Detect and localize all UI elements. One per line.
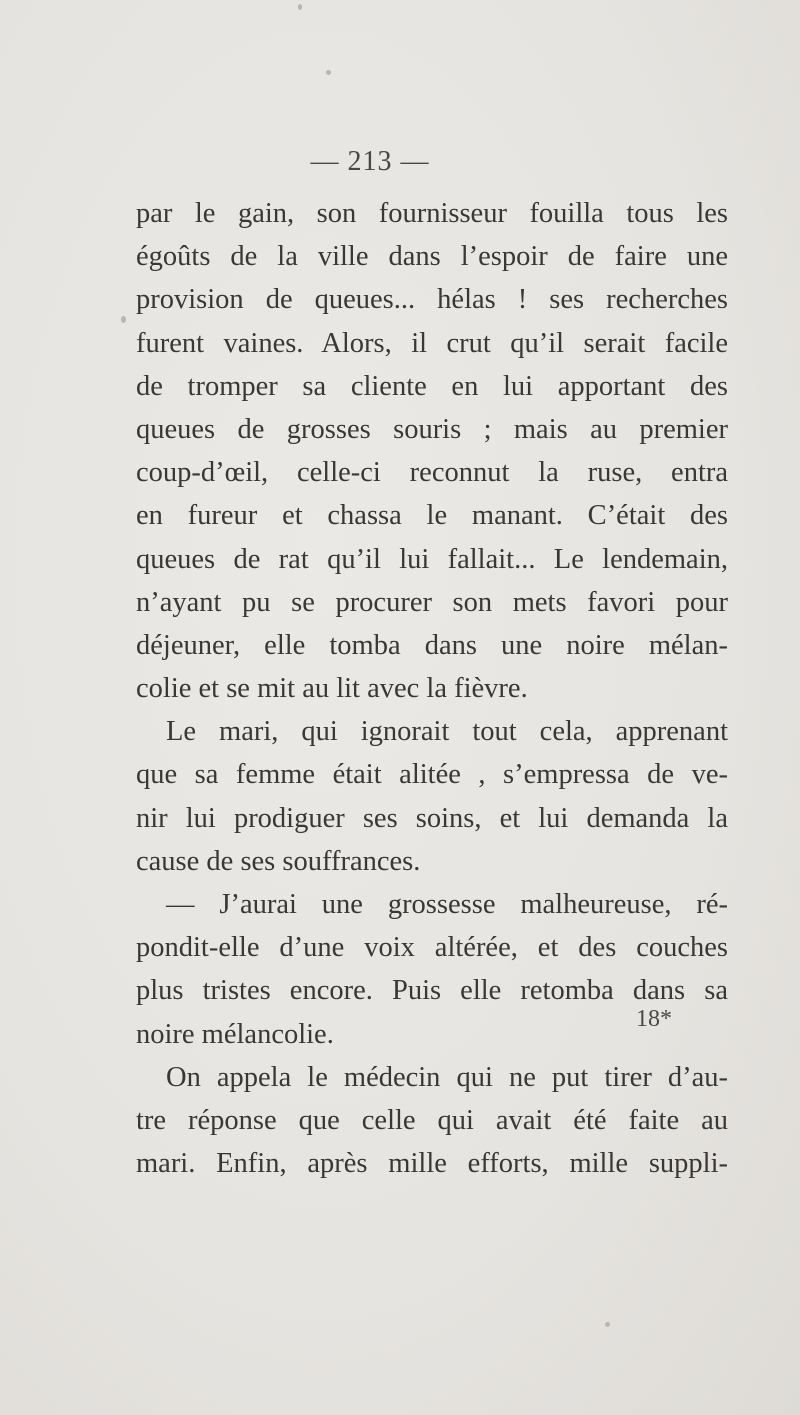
text-line: n’ayant pu se procurer son mets favori pour (136, 586, 728, 618)
text-line: furent vaines. Alors, il crut qu’il serait facile (136, 327, 728, 359)
paper-speck (298, 4, 302, 10)
text-line: colie et se mit au lit avec la fièvre. (136, 673, 528, 705)
text-line: en fureur et chassa le manant. C’était des (136, 500, 728, 532)
text-line: égoûts de la ville dans l’espoir de faire une (136, 241, 728, 273)
text-line: cause de ses souffrances. (136, 845, 421, 877)
text-line: On appela le médecin qui ne put tirer d’au- (166, 1061, 728, 1093)
text-line: noire mélancolie. (136, 1018, 334, 1050)
text-line: de tromper sa cliente en lui apportant des (136, 370, 728, 402)
paper-speck (326, 70, 331, 75)
text-line: mari. Enfin, après mille efforts, mille suppli- (136, 1148, 728, 1180)
paper-speck (605, 1322, 610, 1327)
text-line: coup-d’œil, celle-ci reconnut la ruse, entra (136, 457, 728, 489)
body-text (136, 192, 728, 1185)
text-line: déjeuner, elle tomba dans une noire mélan- (136, 629, 728, 661)
text-line: queues de rat qu’il lui fallait... Le lendemain, (136, 543, 728, 575)
text-line: — J’aurai une grossesse malheureuse, ré- (166, 889, 728, 920)
text-line: par le gain, son fournisseur fouilla tous les (136, 198, 728, 229)
text-line: que sa femme était alitée , s’empressa de ve- (136, 759, 728, 791)
page-number: — 213 — (310, 146, 430, 177)
text-line: Le mari, qui ignorait tout cela, apprenant (166, 716, 728, 748)
text-line: provision de queues... hélas ! ses recherches (136, 284, 728, 316)
paper-speck (121, 316, 126, 323)
signature-mark: 18* (636, 1006, 672, 1032)
text-line: queues de grosses souris ; mais au premier (136, 413, 728, 445)
text-line: plus tristes encore. Puis elle retomba dans sa (136, 975, 728, 1007)
text-line: tre réponse que celle qui avait été faite au (136, 1104, 728, 1136)
text-line: nir lui prodiguer ses soins, et lui demanda la (136, 802, 728, 834)
text-line: pondit-elle d’une voix altérée, et des couches (136, 932, 728, 964)
